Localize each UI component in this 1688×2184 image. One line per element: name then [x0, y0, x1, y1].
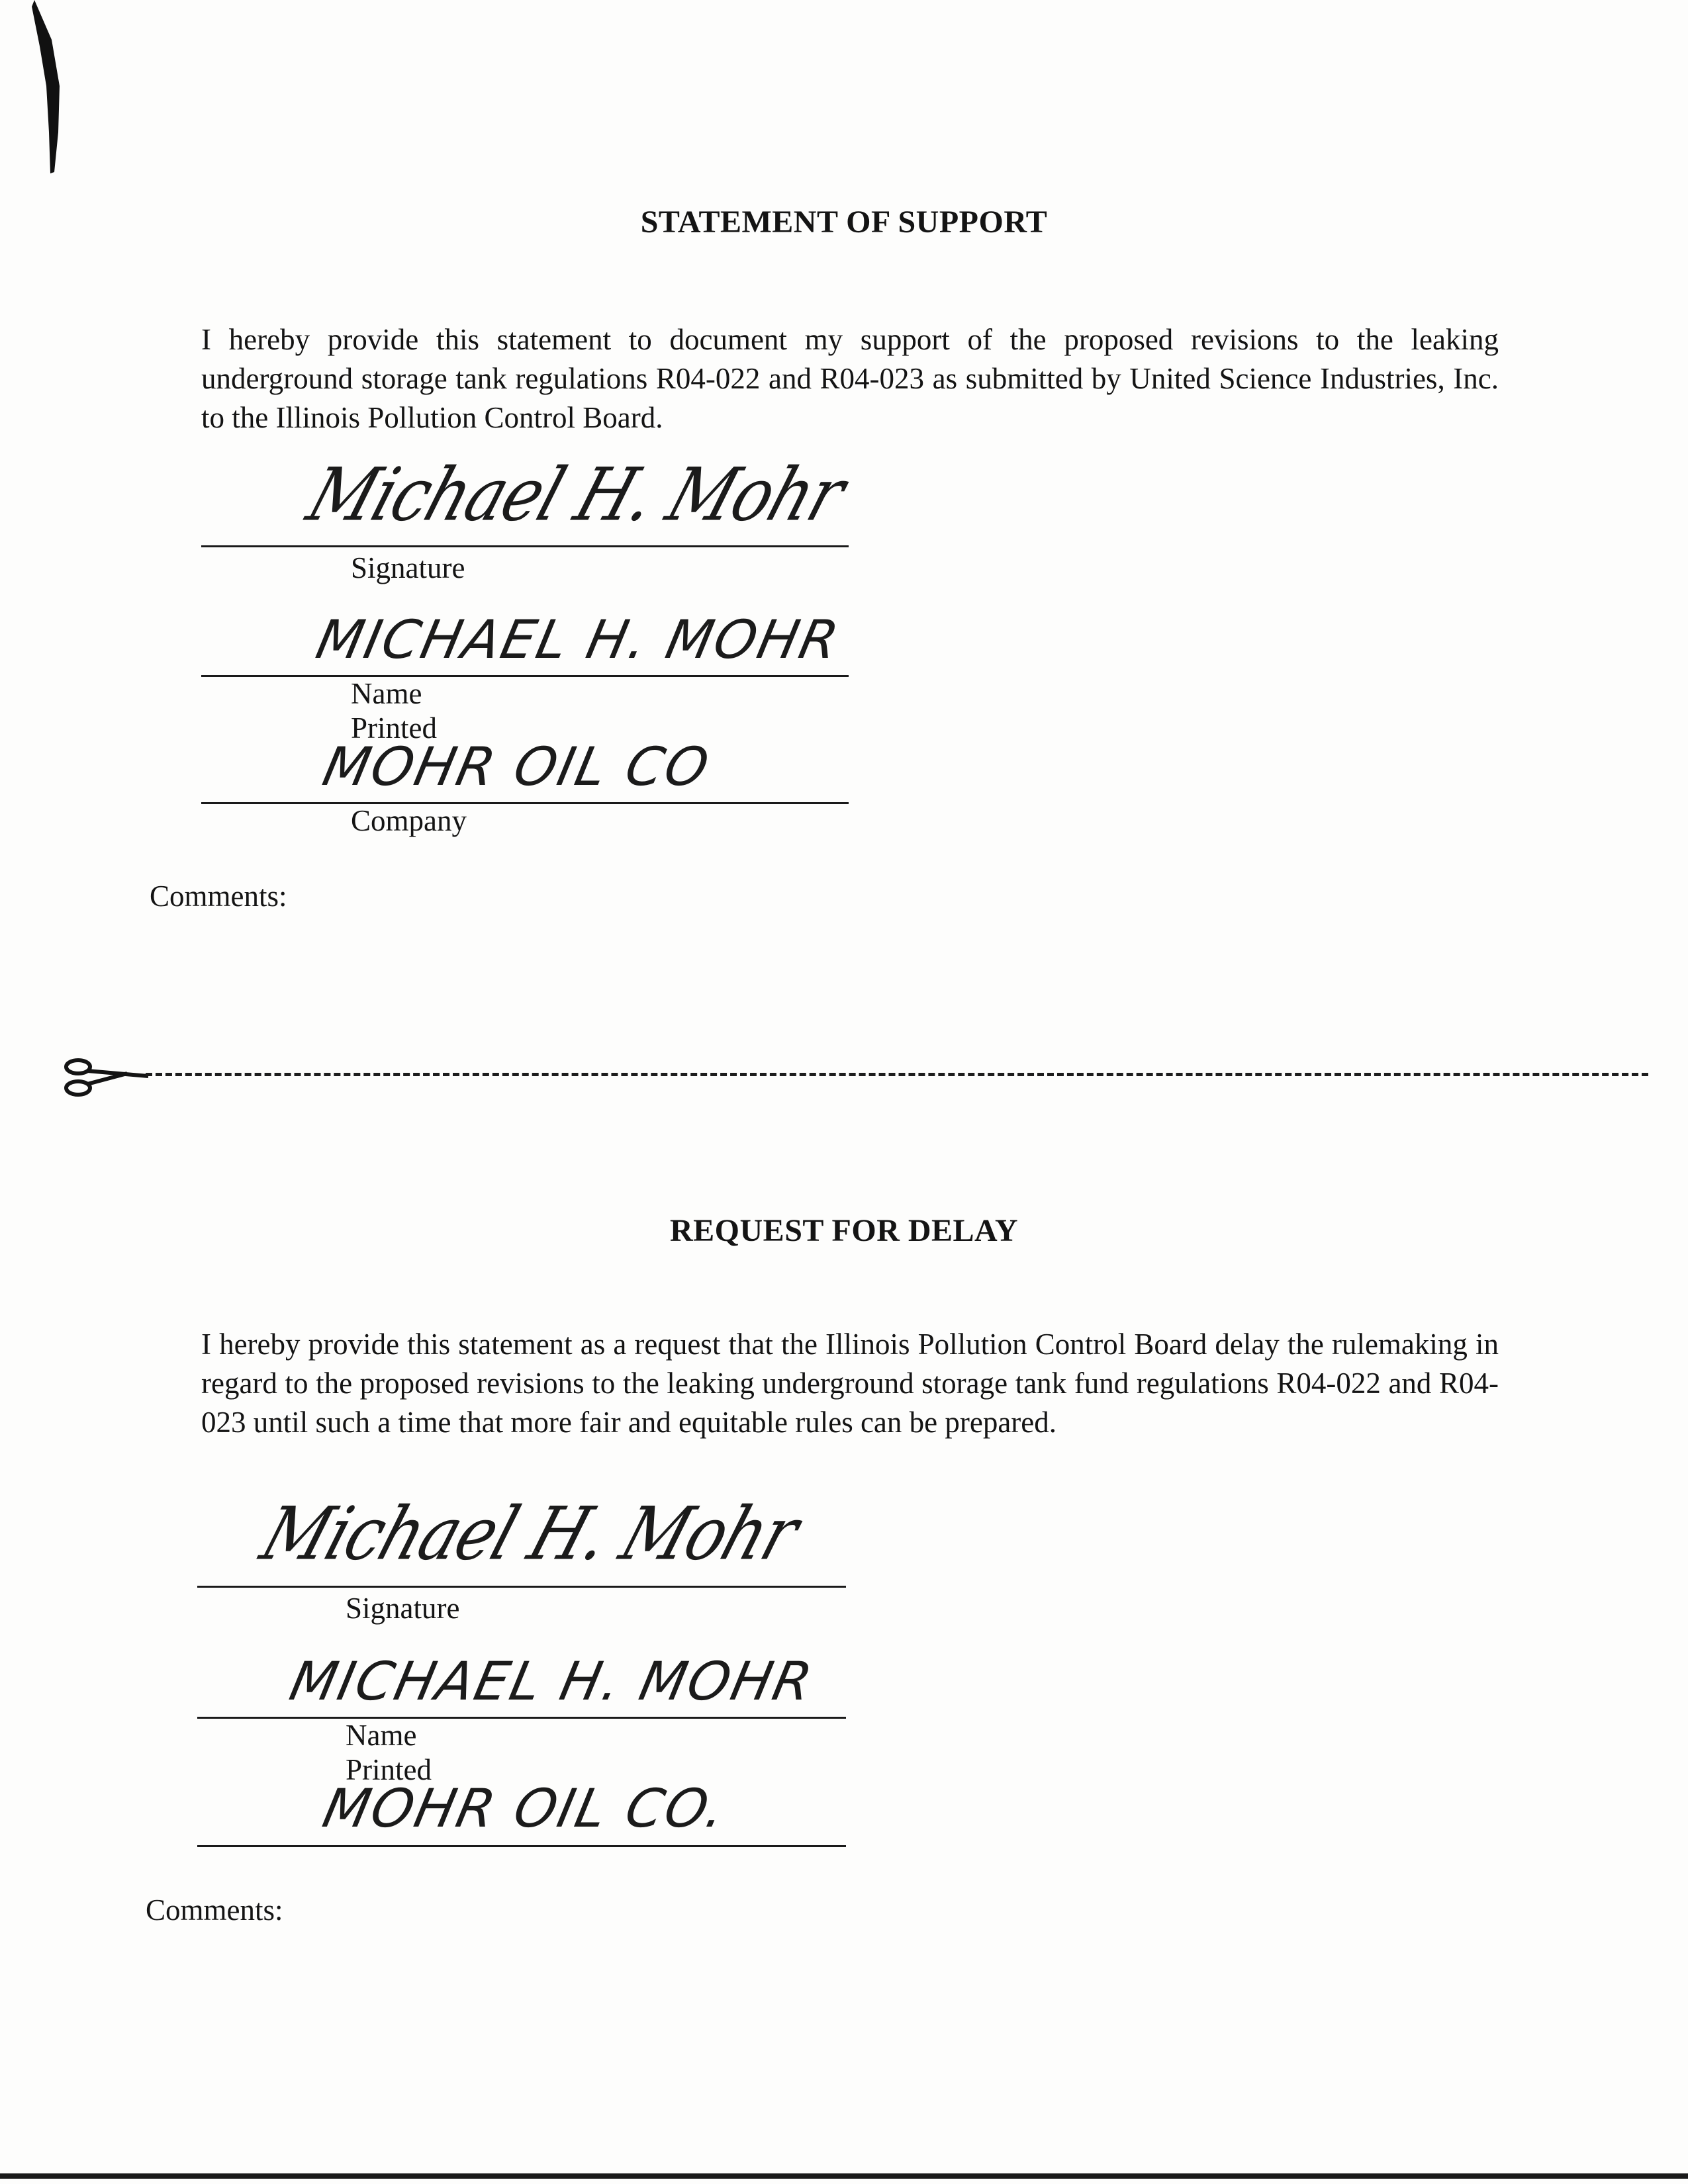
handwritten-signature: Michael H. Mohr	[252, 1491, 808, 1576]
company-label: Company	[351, 804, 467, 837]
scan-bottom-edge	[0, 2173, 1688, 2179]
handwritten-signature: Michael H. Mohr	[298, 452, 855, 537]
signature-label: Signature	[346, 1592, 460, 1625]
scan-mark	[20, 0, 60, 179]
handwritten-company: MOHR OIL CO.	[318, 1778, 733, 1839]
request-for-delay-title: REQUEST FOR DELAY	[670, 1213, 1018, 1248]
company-line	[197, 1845, 846, 1847]
handwritten-name: MICHAEL H. MOHR	[285, 1651, 820, 1712]
comments-label: Comments:	[146, 1893, 283, 1927]
handwritten-name: MICHAEL H. MOHR	[311, 609, 846, 670]
signature-line	[201, 545, 849, 547]
signature-line	[197, 1586, 846, 1588]
name-line	[197, 1717, 846, 1719]
comments-label: Comments:	[150, 880, 287, 913]
statement-of-support-body: I hereby provide this statement to document my support of the proposed revisions to the leaking underground storage tank regulations R04-022 and R04-023 as submitted by United Science Industries, Inc. to the Illinois Pollution Control Board.	[201, 323, 1499, 434]
name-printed-label: Name Printed	[346, 1719, 432, 1786]
signature-label: Signature	[351, 551, 465, 584]
handwritten-company: MOHR OIL CO	[318, 736, 716, 797]
statement-of-support-title: STATEMENT OF SUPPORT	[640, 205, 1048, 240]
cut-line	[146, 1073, 1648, 1076]
scissors-icon	[64, 1056, 150, 1099]
request-for-delay-body: I hereby provide this statement as a request that the Illinois Pollution Control Board delay the rulemaking in regard to the proposed revisions to the leaking underground storage tank fund regulations R04-022 and R04-023 until such a time that more fair and equitable rules can be prepared.	[201, 1328, 1499, 1439]
name-printed-label: Name Printed	[351, 677, 437, 745]
company-line	[201, 802, 849, 804]
name-line	[201, 675, 849, 677]
